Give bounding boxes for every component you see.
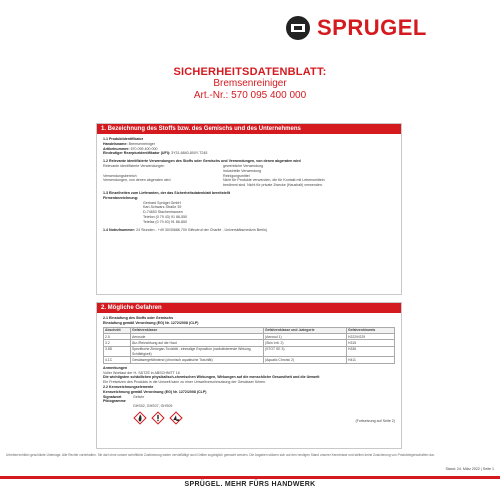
footer-tagline: SPRÜGEL. MEHR FÜRS HANDWERK xyxy=(184,481,316,488)
signal-word-value: Gefahr xyxy=(133,394,144,399)
emergency-line: 1.4 Notrufnummer: 24 Stunden - +49 30/30686 700 Giftnotruf der Charité - Universitätsmedizin Berlin) xyxy=(103,227,268,232)
signal-word-row: Signalwort Gefahr xyxy=(103,394,144,399)
s11-heading: 1.1 Produktidentifikator xyxy=(103,137,144,141)
document-title: SICHERHEITSDATENBLATT: xyxy=(173,66,327,78)
brand-logo xyxy=(285,14,427,42)
footer-date: Stand: 24. März 2022 | Seite 1 xyxy=(445,467,494,471)
rel-uses-row-2: industrielle Verwendung xyxy=(223,168,262,173)
table-row: 2.5 Aerosole (Aerosol 1) H222/H229 xyxy=(104,333,395,339)
s12-heading: 1.2 Relevante identifizierte Verwendungen des Stoffs oder Gemischs und Verwendungen, von denen abgeraten wird xyxy=(103,159,301,164)
hazard-table-header: Abschnitt Gefahrenklasse Gefahrenklasse und -kategorie Gefahrenhinweis xyxy=(104,327,395,333)
pictogram-label: Piktogramme xyxy=(103,399,126,404)
tradename-value: Bremsenreiniger xyxy=(128,141,155,146)
sprugel-logo-icon xyxy=(285,15,311,41)
s21-subheading: Einstufung gemäß Verordnung (EG) Nr. 1272/2008 (CLP) xyxy=(103,320,199,325)
company-address: Gerhard Sprügel GmbH Karl-Schwarz-Straße 39 D-74653 Stachenhausen Telefon (0 79 43) 91 86-550 Telefax (0 79 40) 91 86-850 xyxy=(143,200,188,224)
remarks-label: Anmerkungen xyxy=(103,365,128,370)
table-row: 3.2 Ätz-/Reizwirkung auf die Haut (Skin Irrit. 2) H315 xyxy=(104,340,395,346)
ufi-value: 3Y31-6840-800Y-T245 xyxy=(171,151,208,156)
environment-icon xyxy=(169,411,183,425)
rel-uses-row: Relevante identifizierte Verwendungen gewerbliche Verwendung xyxy=(103,163,264,168)
effects-heading: Die wichtigsten schädlichen physikalisch-chemischen Wirkungen, Wirkungen auf die menschliche Gesundheit und die Umwelt xyxy=(103,375,320,380)
table-row: 3.8D Spezifische Zielorgan-Toxizität - einmalige Exposition (narkotisierende Wirkung, Schläfrigkeit) (STOT SE 3) H336 xyxy=(104,346,395,357)
company-label: Firmenbezeichnung: xyxy=(103,195,139,200)
article-number: Art.-Nr.: 570 095 400 000 xyxy=(193,90,307,101)
section-2-body xyxy=(97,313,401,427)
footer-legal-note: Urheberrechtlich geschützte Unterlage. Alle Rechte vorbehalten. Sie darf ohne unsere schriftliche Zustimmung weder vervielfältigt noch Dritten zugänglich gemacht werden. Die Angaben stützen sich auf den heutigen Stand unserer Kenntnisse und stellen keine Zusicherung von Produkteigenschaften dar. xyxy=(6,453,435,457)
hazard-table xyxy=(103,327,395,364)
brand-name: SPRUGEL xyxy=(317,15,427,40)
product-name: Bremsenreiniger xyxy=(213,78,287,89)
emergency-value: 24 Stunden - +49 30/30686 700 Giftnotruf der Charité - Universitätsmedizin Berlin) xyxy=(136,227,268,232)
s22-heading: 2.2 Kennzeichnungselemente xyxy=(103,384,154,389)
tradename-line: Handelsname: Bremsenreiniger xyxy=(103,141,155,146)
s21-heading: 2.1 Einstufung des Stoffs oder Gemischs xyxy=(103,316,174,320)
remarks-text: Voller Wortlaut der H- SÄTZE in ABSCHNITT 16 xyxy=(103,370,180,375)
article-line: Artikelnummer: 570 095 400 000 xyxy=(103,146,158,151)
continued-note: (Fortsetzung auf Seite 2) xyxy=(355,418,395,423)
section-1 xyxy=(96,123,402,295)
table-row: 4.1C Gewässergefährdend (chronisch aquatische Toxizität) (Aquatic Chronic 2) H411 xyxy=(104,357,395,363)
section-1-heading: 1. Bezeichnung des Stoffs bzw. des Gemischs und des Unternehmens xyxy=(97,124,401,134)
ufi-line: Eindeutiger Rezepturidentifikator (UFI): 3Y31-6840-800Y-T245 xyxy=(103,151,208,156)
ghs-codes: GHS02, GHS07, GHS09 xyxy=(133,404,173,409)
section-2 xyxy=(96,302,402,449)
flame-icon xyxy=(133,411,147,425)
use-area-row: Verwendungsbereich Reinigungsmittel xyxy=(103,173,250,178)
s22-subheading: Kennzeichnung gemäß Verordnung (EG) Nr. 1272/2008 (CLP) xyxy=(103,389,207,394)
section-1-body xyxy=(97,134,401,235)
exclamation-icon xyxy=(151,411,165,425)
article-value: 570 095 400 000 xyxy=(130,146,158,151)
effects-text: Ein Freisetzen des Produkts in die Umwelt kann zu einer Umweltverschmutzung der Gewässer führen. xyxy=(103,380,266,385)
advised-against-row-2: bestimmt sind. Nicht für private Zwecke (Haushalt) verwenden. xyxy=(223,183,323,188)
document-title-block xyxy=(0,66,500,102)
s13-heading: 1.3 Einzelheiten zum Lieferanten, der das Sicherheitsdatenblatt bereitstellt xyxy=(103,190,231,195)
section-2-heading: 2. Mögliche Gefahren xyxy=(97,303,401,313)
advised-against-row: Verwendungen, von denen abgeraten wird Nicht für Produkte verwenden, die für Kontakt mit Lebensmitteln xyxy=(103,178,325,183)
